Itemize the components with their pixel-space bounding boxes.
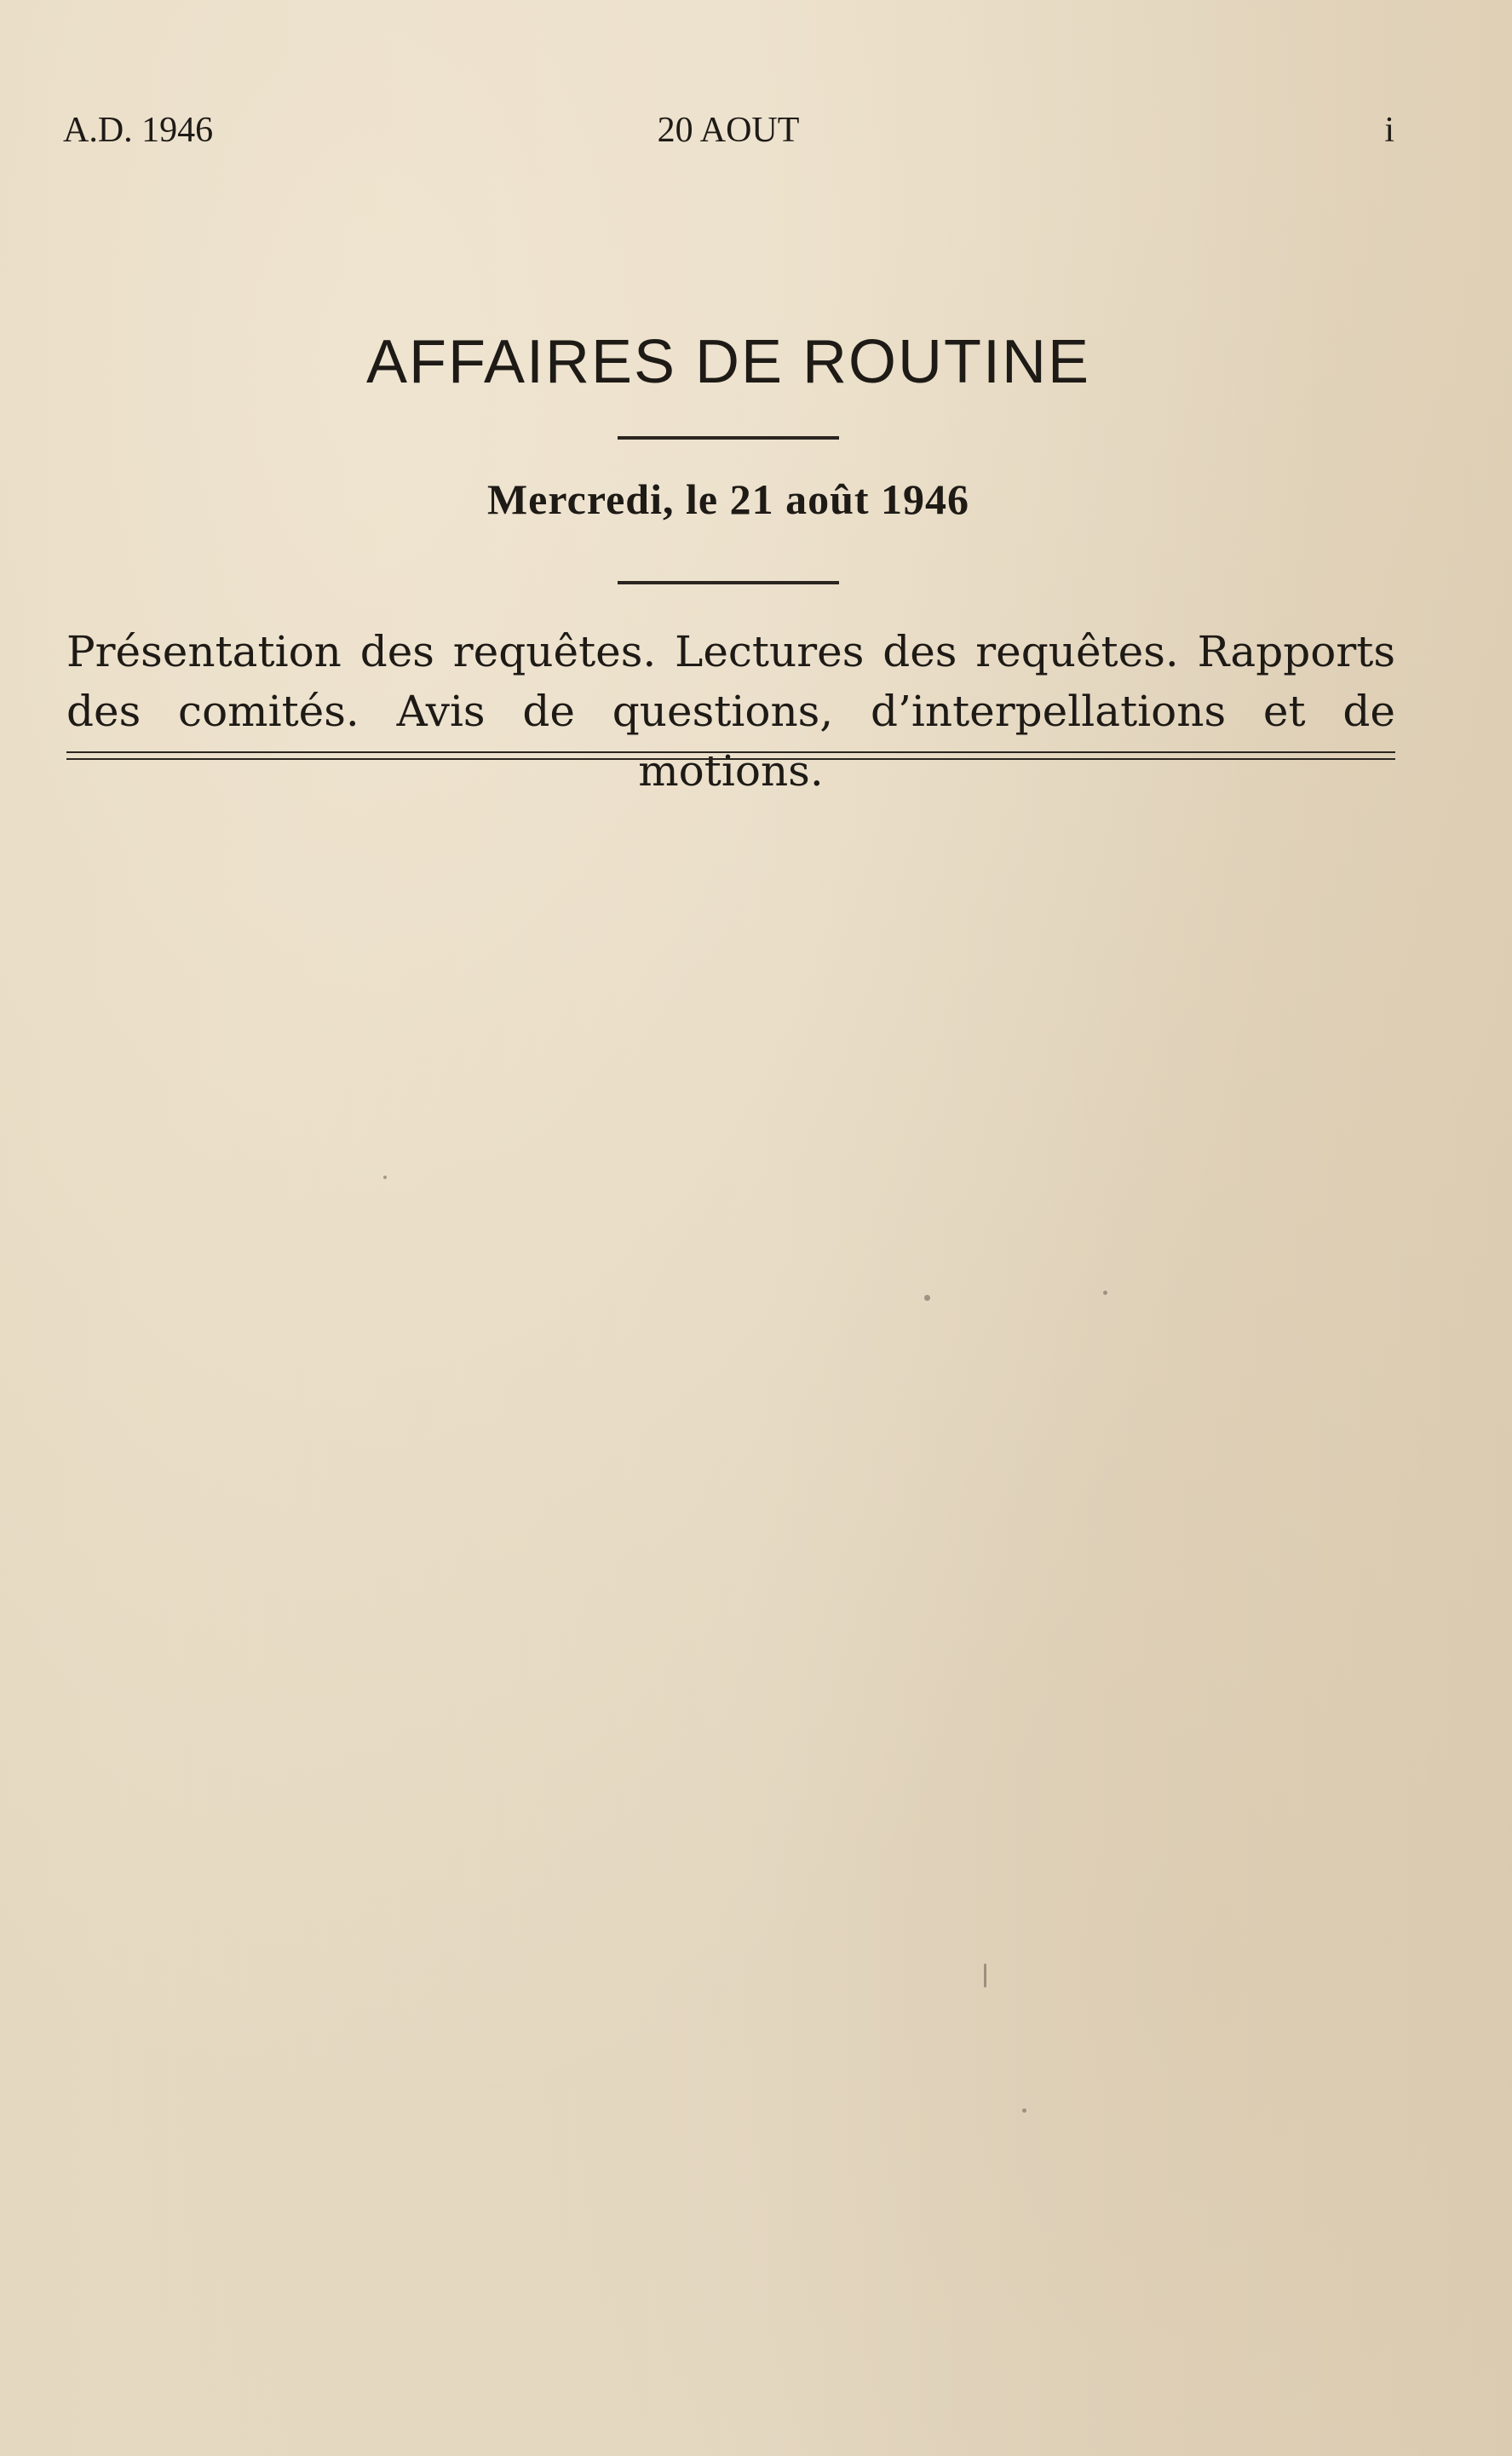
page-number: i — [1384, 111, 1394, 150]
page-title: AFFAIRES DE ROUTINE — [365, 328, 1091, 396]
divider-rule-bottom — [618, 581, 839, 584]
paper-speck — [383, 1176, 387, 1179]
paper-speck — [1022, 2108, 1026, 2113]
running-header — [0, 109, 1512, 152]
paper-speck — [1103, 1291, 1107, 1295]
sitting-date: Mercredi, le 21 août 1946 — [486, 475, 970, 523]
divider-rule-top — [618, 436, 839, 440]
header-year: A.D. 1946 — [63, 111, 214, 150]
paper-mark — [984, 1964, 986, 1987]
routine-proceedings-paragraph: Présentation des requêtes. Lectures des requêtes. Rapports des comités. Avis de questions, d’interpellations et de motions. — [66, 627, 1395, 796]
header-date: 20 AOUT — [657, 111, 800, 150]
double-divider-rule — [66, 751, 1395, 760]
paper-speck — [924, 1295, 930, 1301]
